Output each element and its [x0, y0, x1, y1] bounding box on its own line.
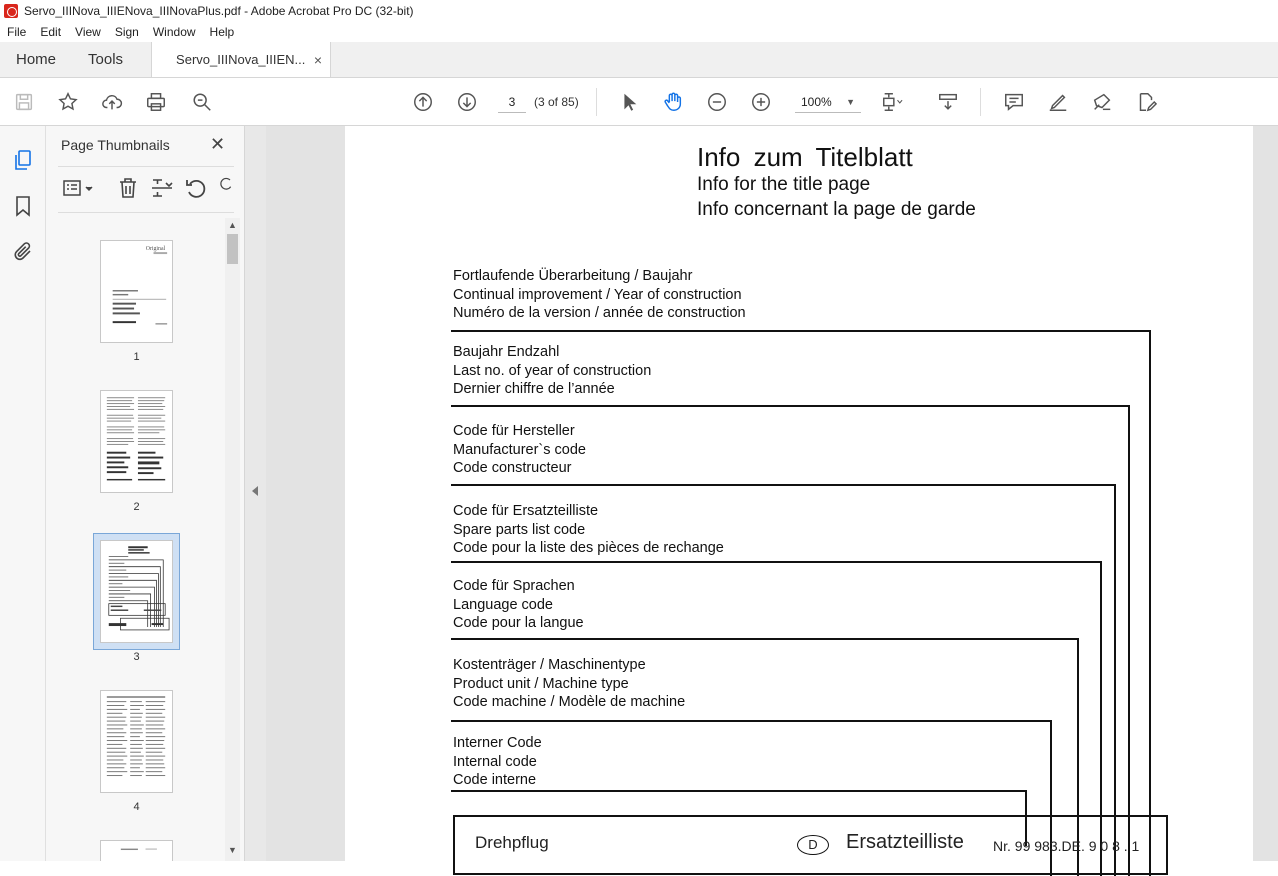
block-text-fr: Numéro de la version / année de construction: [453, 305, 746, 321]
acrobat-icon: [4, 4, 18, 18]
block-text-de: Baujahr Endzahl: [453, 344, 560, 360]
title-bar: [0, 0, 1278, 22]
block-text-fr: Code pour la liste des pièces de rechange: [453, 540, 724, 556]
hand-tool-icon[interactable]: [661, 90, 685, 114]
page-thumbnail[interactable]: [100, 390, 173, 493]
thumbnail-label: 4: [133, 801, 140, 813]
tab-home[interactable]: Home: [16, 51, 57, 68]
rotate-clockwise-icon[interactable]: [218, 176, 234, 200]
svg-text:Original: Original: [145, 246, 166, 253]
block-text-en: Continual improvement / Year of construction: [453, 286, 742, 303]
menu-sign[interactable]: Sign: [114, 25, 139, 39]
parts-list-title: Ersatzteilliste: [846, 831, 964, 853]
thumbnail-options-menu-icon[interactable]: [62, 176, 96, 200]
code-block: [453, 656, 685, 712]
block-text-fr: Code interne: [453, 772, 537, 788]
menu-help[interactable]: Help: [209, 25, 235, 39]
toolbar: [0, 78, 1278, 126]
block-text-de: Code für Sprachen: [453, 578, 575, 594]
select-cursor-icon[interactable]: [617, 90, 641, 114]
panel-divider: [58, 212, 234, 213]
scroll-down-icon[interactable]: ▼: [228, 845, 237, 855]
zoom-search-icon[interactable]: [190, 90, 214, 114]
page-title-de: Info zum Titelblatt: [697, 142, 913, 172]
highlight-pen-icon[interactable]: [1046, 90, 1070, 114]
page-thumbnail[interactable]: [100, 690, 173, 793]
leader-line: [451, 720, 1052, 722]
menu-window[interactable]: Window: [152, 25, 196, 39]
menu-bar: [0, 22, 1278, 42]
page-number-input[interactable]: 3: [498, 91, 526, 113]
toolbar-divider: [980, 88, 981, 116]
toolbar-divider: [596, 88, 597, 116]
code-block: [453, 267, 746, 323]
block-text-de: Code für Hersteller: [453, 423, 575, 439]
leader-line: [451, 330, 1151, 332]
block-text-de: Code für Ersatzteilliste: [453, 503, 599, 519]
leader-line: [451, 790, 1027, 792]
upload-cloud-icon[interactable]: [100, 90, 124, 114]
collapse-panel-arrow-icon[interactable]: [252, 486, 258, 496]
leader-line: [1149, 330, 1151, 876]
comment-icon[interactable]: [1002, 90, 1026, 114]
page-thumbnails-icon[interactable]: [11, 148, 35, 172]
window-title: Servo_IIINova_IIIENova_IIINovaPlus.pdf - Adobe Acrobat Pro DC (32-bit): [24, 4, 414, 18]
print-icon[interactable]: [144, 90, 168, 114]
menu-edit[interactable]: Edit: [40, 25, 62, 39]
block-text-de: Kostenträger / Maschinentype: [453, 657, 646, 673]
block-text-fr: Code constructeur: [453, 460, 572, 476]
zoom-level-select[interactable]: [795, 91, 861, 113]
menu-file[interactable]: File: [7, 25, 27, 39]
block-text-en: Last no. of year of construction: [453, 362, 652, 379]
panel-title: Page Thumbnails: [61, 137, 170, 153]
block-text-en: Language code: [453, 596, 553, 613]
thumbnail-label: 1: [133, 351, 140, 363]
thumbnail-scrollbar[interactable]: [225, 218, 240, 861]
save-icon[interactable]: [12, 90, 36, 114]
page-thumbnail-selected[interactable]: [100, 540, 173, 643]
page-count: (3 of 85): [534, 95, 579, 109]
pdf-page: [345, 126, 1253, 861]
extract-pages-icon[interactable]: [150, 176, 174, 200]
bookmark-star-icon[interactable]: [56, 90, 80, 114]
block-text-de: Fortlaufende Überarbeitung / Baujahr: [453, 268, 693, 284]
tab-document-label: Servo_IIINova_IIIEN...: [176, 52, 306, 67]
edit-document-icon[interactable]: [1134, 90, 1158, 114]
close-panel-icon[interactable]: ✕: [210, 134, 226, 154]
menu-view[interactable]: View: [75, 25, 101, 39]
tab-tools[interactable]: Tools: [88, 51, 124, 68]
delete-page-icon[interactable]: [116, 176, 140, 200]
chevron-down-icon: ▼: [846, 97, 855, 107]
next-page-icon[interactable]: [455, 90, 479, 114]
close-tab-icon[interactable]: ×: [313, 51, 323, 68]
code-block: [453, 734, 542, 790]
sign-pen-icon[interactable]: [1090, 90, 1114, 114]
zoom-in-icon[interactable]: [749, 90, 773, 114]
scroll-up-icon[interactable]: ▲: [228, 220, 237, 230]
page-title-fr: Info concernant la page de garde: [697, 199, 976, 220]
document-view[interactable]: [266, 126, 1278, 861]
scrollbar-thumb[interactable]: [227, 234, 238, 264]
zoom-out-icon[interactable]: [705, 90, 729, 114]
attachments-paperclip-icon[interactable]: [11, 240, 35, 264]
code-block: [453, 502, 724, 558]
block-text-fr: Dernier chiffre de l’année: [453, 381, 615, 397]
tab-document[interactable]: [151, 42, 331, 77]
leader-line: [451, 405, 1130, 407]
code-block: [453, 343, 651, 399]
thumbnail-label: 3: [133, 651, 140, 663]
leader-line: [451, 561, 1102, 563]
panel-divider: [58, 166, 234, 167]
panel-collapse-strip[interactable]: [244, 126, 266, 861]
bookmarks-icon[interactable]: [11, 194, 35, 218]
block-text-en: Product unit / Machine type: [453, 675, 629, 692]
block-text-en: Manufacturer`s code: [453, 441, 586, 458]
thumbnails-panel: [46, 126, 244, 861]
page-title-en: Info for the title page: [697, 174, 871, 195]
parts-list-number: Nr. 99 983.DE. 9 0 8 . 1: [993, 838, 1140, 854]
leader-line: [451, 638, 1079, 640]
block-text-fr: Code machine / Modèle de machine: [453, 694, 686, 710]
machine-name: Drehpflug: [475, 833, 549, 852]
language-badge: D: [797, 835, 829, 855]
page-fit-icon[interactable]: [880, 90, 904, 114]
code-block: [453, 422, 586, 478]
scroll-mode-icon[interactable]: [936, 90, 960, 114]
block-text-en: Internal code: [453, 753, 537, 770]
navigation-rail: [0, 126, 46, 861]
tab-bar: [0, 42, 1278, 78]
block-text-de: Interner Code: [453, 735, 542, 751]
panel-toolbar: [58, 176, 238, 202]
thumbnail-list: [46, 218, 226, 861]
page-thumbnail[interactable]: [100, 840, 173, 861]
title-page-footer-box: [453, 815, 1168, 875]
thumbnail-label: 2: [133, 501, 140, 513]
block-text-en: Spare parts list code: [453, 521, 586, 538]
leader-line: [451, 484, 1116, 486]
zoom-level-value: 100%: [801, 95, 832, 109]
page-thumbnail[interactable]: [100, 240, 173, 343]
leader-line: [1128, 405, 1130, 876]
block-text-fr: Code pour la langue: [453, 615, 584, 631]
previous-page-icon[interactable]: [411, 90, 435, 114]
rotate-counterclockwise-icon[interactable]: [184, 176, 208, 200]
code-block: [453, 577, 584, 633]
